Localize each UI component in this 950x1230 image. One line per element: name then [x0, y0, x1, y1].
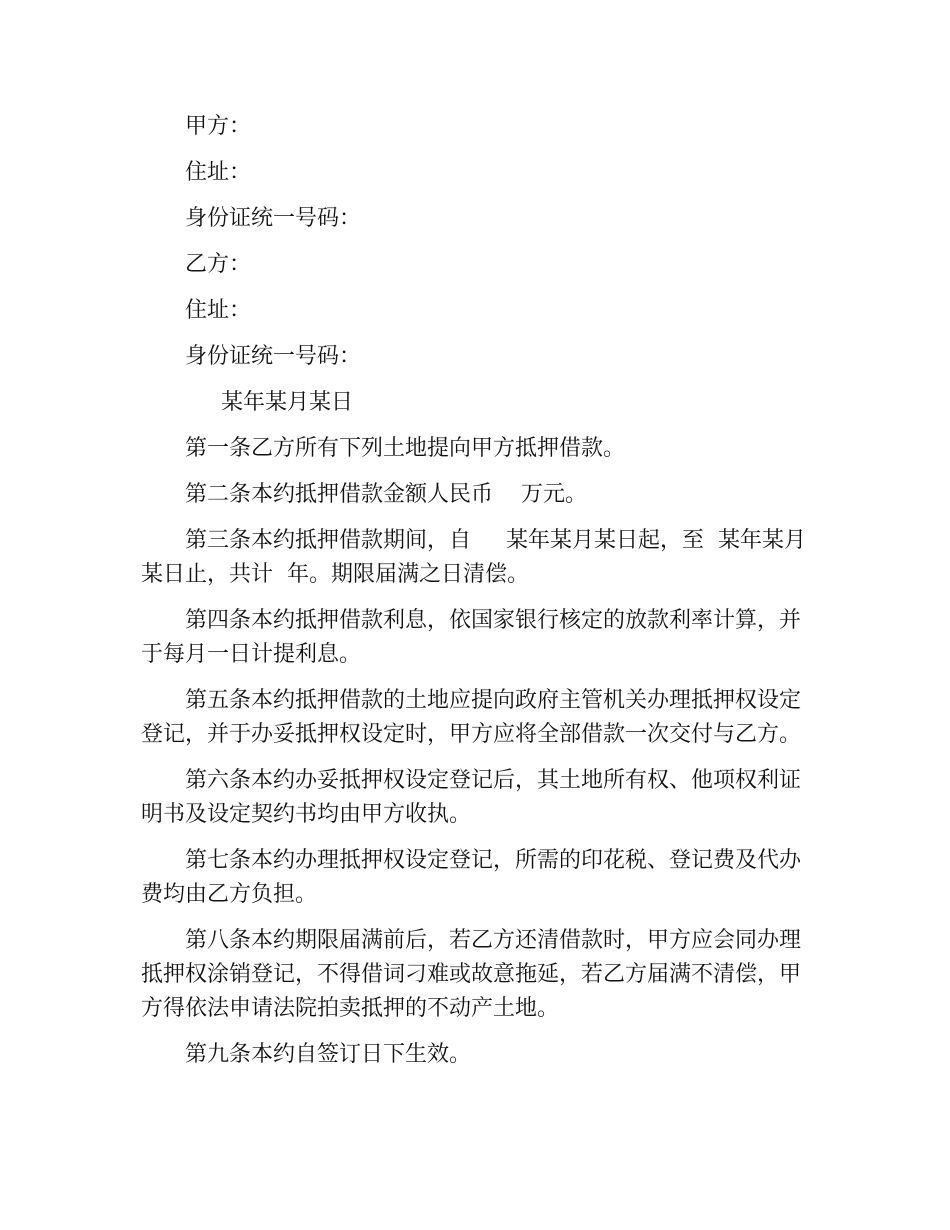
- clause-9: 第九条本约自签订日下生效。: [185, 1042, 472, 1067]
- clause-1: 第一条乙方所有下列土地提向甲方抵押借款。: [185, 436, 626, 461]
- party-b-id: 身份证统一号码：: [185, 344, 362, 369]
- contract-body: [141, 110, 821, 1072]
- clause-6: 第六条本约办妥抵押权设定登记后，其土地所有权、他项权利证明书及设定契约书均由甲方收执。: [141, 768, 802, 827]
- party-a-label: 甲方：: [185, 114, 252, 139]
- party-b-label: 乙方：: [185, 252, 252, 277]
- contract-date: 某年某月某日: [221, 390, 354, 415]
- clause-2: 第二条本约抵押借款金额人民币 万元。: [185, 482, 587, 507]
- party-b-address: 住址：: [185, 298, 252, 323]
- clause-5: 第五条本约抵押借款的土地应提向政府主管机关办理抵押权设定登记，并于办妥抵押权设定时，甲方应将全部借款一次交付与乙方。: [141, 688, 802, 747]
- clause-3: 第三条本约抵押借款期间，自 某年某月某日起，至 某年某月某日止，共计 年。期限届满之日清偿。: [141, 528, 806, 587]
- clause-8: 第八条本约期限届满前后，若乙方还清借款时，甲方应会同办理抵押权涂销登记，不得借词刁难或故意拖延，若乙方届满不清偿，甲方得依法申请法院拍卖抵押的不动产土地。: [141, 928, 802, 1021]
- clause-4: 第四条本约抵押借款利息，依国家银行核定的放款利率计算，并于每月一日计提利息。: [141, 608, 802, 667]
- party-a-id: 身份证统一号码：: [185, 206, 362, 231]
- clause-7: 第七条本约办理抵押权设定登记，所需的印花税、登记费及代办费均由乙方负担。: [141, 848, 802, 907]
- party-a-address: 住址：: [185, 160, 252, 185]
